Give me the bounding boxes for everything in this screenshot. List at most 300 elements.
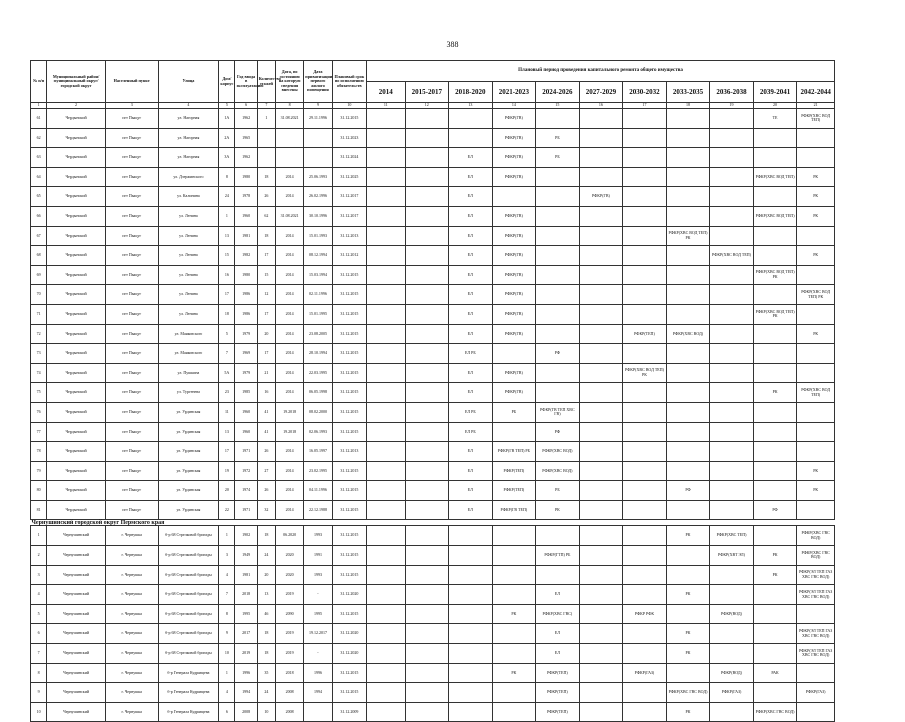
plan-cell	[367, 526, 405, 546]
column-number: 21	[797, 103, 835, 109]
plan-cell: РБ	[536, 148, 580, 168]
plan-cell	[666, 344, 710, 364]
plan-cell	[536, 304, 580, 324]
municipality-cell: Чердынский	[47, 324, 106, 344]
plan-cell	[710, 187, 754, 207]
plan-cell	[666, 402, 710, 422]
floors-cell: 13	[257, 585, 275, 605]
floors-cell: 24	[257, 683, 275, 703]
plan-cell	[405, 226, 449, 246]
plan-cell	[666, 383, 710, 403]
plan-cell	[753, 402, 797, 422]
column-number: 4	[158, 103, 219, 109]
plan-cell	[405, 565, 449, 585]
settlement-cell: г. Чернушка	[105, 683, 158, 703]
plan-cell: РФКР(ХВС ГВС ВОД)	[753, 702, 797, 722]
date-included-cell: 19.2018	[275, 422, 303, 442]
year-built-cell: 1974	[235, 481, 257, 501]
plan-cell: РФКР(ХВС ВОД ТЕП) РК	[797, 285, 835, 305]
municipality-cell: Чердынский	[47, 363, 106, 383]
year-built-cell: 1985	[235, 383, 257, 403]
date-included-cell: 31.08.2021	[275, 109, 303, 129]
plan-cell	[666, 206, 710, 226]
date-included-cell: 2019	[275, 644, 303, 664]
floors-cell: 15	[257, 265, 275, 285]
street-cell: ул. Урдинская	[158, 481, 219, 501]
floors-cell	[257, 128, 275, 148]
plan-cell	[623, 148, 667, 168]
plan-cell	[367, 442, 405, 462]
floors-cell: 26	[257, 187, 275, 207]
plan-cell	[797, 604, 835, 624]
plan-cell	[367, 500, 405, 520]
street-cell: б-р 68 Стрелковой бригады	[158, 624, 219, 644]
settlement-cell: пгт Пыщуг	[105, 461, 158, 481]
plan-cell	[710, 624, 754, 644]
street-cell: б-р 68 Стрелковой бригады	[158, 604, 219, 624]
col-header-street: Улица	[158, 61, 219, 103]
plan-cell	[710, 461, 754, 481]
plan-deadline-cell: 31.12.2015	[332, 304, 366, 324]
municipality-cell: Чердынский	[47, 226, 106, 246]
row-number: 66	[31, 206, 47, 226]
plan-cell: РФКР(ГВ)	[492, 246, 536, 266]
plan-cell	[405, 324, 449, 344]
plan-cell	[623, 500, 667, 520]
house-cell: 23	[219, 383, 235, 403]
plan-cell	[623, 585, 667, 605]
date-included-cell: 2014	[275, 363, 303, 383]
plan-cell: ЕЛ	[449, 481, 493, 501]
row-number: 2	[31, 546, 47, 566]
plan-cell: ЕЛ	[449, 206, 493, 226]
plan-cell	[579, 663, 623, 683]
municipality-cell: Чернушинский	[47, 585, 106, 605]
plan-cell	[536, 324, 580, 344]
plan-cell: РФКР(ХВС ТЕП)	[710, 526, 754, 546]
plan-cell	[579, 702, 623, 722]
street-cell: ул. Маяковского	[158, 324, 219, 344]
settlement-cell: пгт Пыщуг	[105, 344, 158, 364]
floors-cell: 18	[257, 644, 275, 664]
privatization-cell: 1996	[304, 663, 332, 683]
plan-cell	[710, 285, 754, 305]
municipality-cell: Чернушинский	[47, 565, 106, 585]
privatization-cell: 28.10.1994	[304, 344, 332, 364]
privatization-cell: 08.12.1994	[304, 246, 332, 266]
settlement-cell: пгт Пыщуг	[105, 402, 158, 422]
municipality-cell: Чердынский	[47, 246, 106, 266]
plan-cell	[753, 187, 797, 207]
plan-deadline-cell: 31.12.2015	[332, 500, 366, 520]
row-number: 6	[31, 624, 47, 644]
plan-cell: РФКР(ГВ)	[492, 167, 536, 187]
privatization-cell: -	[304, 644, 332, 664]
plan-deadline-cell: 31.12.2025	[332, 167, 366, 187]
year-header: 2014	[367, 82, 405, 103]
table-row	[31, 663, 835, 683]
plan-cell: РК	[797, 206, 835, 226]
settlement-cell: пгт Пыщуг	[105, 226, 158, 246]
table-row	[31, 285, 835, 305]
date-included-cell: 19.2018	[275, 402, 303, 422]
privatization-cell: 1991	[304, 546, 332, 566]
plan-cell: РАК	[753, 663, 797, 683]
section-title: Чернушинский городской округ Пермского края	[31, 520, 835, 526]
plan-cell	[367, 604, 405, 624]
row-number: 1	[31, 526, 47, 546]
plan-cell	[405, 500, 449, 520]
plan-cell	[666, 148, 710, 168]
plan-cell	[666, 663, 710, 683]
table-row	[31, 187, 835, 207]
plan-cell: РФКР(ХВС ВОД ТЕП) РК	[623, 363, 667, 383]
row-number: 9	[31, 683, 47, 703]
plan-cell: ЕЛ	[449, 246, 493, 266]
plan-cell	[623, 624, 667, 644]
column-number: 13	[449, 103, 493, 109]
date-included-cell: 2014	[275, 500, 303, 520]
floors-cell: 24	[257, 546, 275, 566]
col-header-year-built: Год ввода в эксплуатацию	[235, 61, 257, 103]
plan-cell: РФКР(ГВ)	[492, 363, 536, 383]
plan-cell: РБ	[536, 128, 580, 148]
floors-cell: 20	[257, 565, 275, 585]
municipality-cell: Чердынский	[47, 128, 106, 148]
privatization-cell: 15.01.1995	[304, 304, 332, 324]
house-cell: 8	[219, 604, 235, 624]
row-number: 75	[31, 383, 47, 403]
plan-cell	[710, 422, 754, 442]
plan-cell	[710, 304, 754, 324]
municipality-cell: Чернушинский	[47, 663, 106, 683]
plan-cell: РФКР(ТЕП)	[536, 702, 580, 722]
plan-cell	[492, 526, 536, 546]
privatization-cell	[304, 702, 332, 722]
plan-cell	[492, 644, 536, 664]
municipality-cell: Чердынский	[47, 148, 106, 168]
privatization-cell: 02.06.1993	[304, 422, 332, 442]
year-built-cell: 1949	[235, 546, 257, 566]
house-cell: 9	[219, 624, 235, 644]
plan-cell	[579, 246, 623, 266]
row-number: 63	[31, 148, 47, 168]
plan-cell	[405, 422, 449, 442]
house-cell: 17	[219, 442, 235, 462]
plan-deadline-cell: 31.12.2015	[332, 402, 366, 422]
plan-deadline-cell: 31.12.2015	[332, 344, 366, 364]
plan-cell: РФКР(ХВС ГВС)	[536, 604, 580, 624]
row-number: 64	[31, 167, 47, 187]
table-row	[31, 585, 835, 605]
plan-cell: РФКР(ГВ ТЕП)	[492, 500, 536, 520]
column-number: 1	[31, 103, 47, 109]
plan-cell	[579, 226, 623, 246]
plan-cell	[579, 604, 623, 624]
floors-cell: 20	[257, 324, 275, 344]
plan-cell	[367, 402, 405, 422]
year-built-cell: 1971	[235, 500, 257, 520]
plan-cell: РК	[666, 585, 710, 605]
plan-cell: РФКР(ТЕП)	[623, 324, 667, 344]
plan-cell	[405, 167, 449, 187]
plan-cell: РФКР(ЭЛ ТЕП ГАЗ ХВС ГВС ВОД)	[797, 644, 835, 664]
plan-cell: РФКР(ХВС ВОД)	[666, 324, 710, 344]
plan-cell	[753, 461, 797, 481]
col-header-house: Дом/ корпус	[219, 61, 235, 103]
municipality-cell: Чердынский	[47, 265, 106, 285]
privatization-cell: 02.11.1996	[304, 285, 332, 305]
plan-cell	[710, 481, 754, 501]
date-included-cell: 2014	[275, 226, 303, 246]
plan-cell: РБ	[492, 402, 536, 422]
plan-cell	[367, 383, 405, 403]
house-cell: 17	[219, 285, 235, 305]
year-header: 2018-2020	[449, 82, 493, 103]
house-cell: 7	[219, 585, 235, 605]
plan-cell: РФКР(ГАЗ)	[623, 663, 667, 683]
plan-deadline-cell: 31.12.2015	[332, 363, 366, 383]
plan-cell	[710, 644, 754, 664]
plan-deadline-cell: 31.12.2009	[332, 702, 366, 722]
plan-cell	[449, 644, 493, 664]
table-row	[31, 206, 835, 226]
year-built-cell: 1972	[235, 461, 257, 481]
plan-cell	[579, 206, 623, 226]
plan-cell	[367, 187, 405, 207]
year-built-cell: 1980	[235, 167, 257, 187]
plan-cell	[405, 546, 449, 566]
plan-cell: РФКР(ЭЛ ТЕП ГАЗ ХВС ГВС ВОД)	[797, 585, 835, 605]
house-cell: 24	[219, 187, 235, 207]
plan-cell: РФКР(ХВС ВОД ТЕП) РК	[753, 304, 797, 324]
plan-cell	[710, 148, 754, 168]
plan-cell: РК	[492, 663, 536, 683]
year-header: 2015-2017	[405, 82, 449, 103]
plan-cell	[536, 109, 580, 129]
plan-cell	[753, 644, 797, 664]
plan-deadline-cell: 31.12.2015	[332, 481, 366, 501]
date-included-cell: 06.2020	[275, 526, 303, 546]
date-included-cell: 2014	[275, 246, 303, 266]
plan-cell	[623, 481, 667, 501]
street-cell: ул. Урдинская	[158, 422, 219, 442]
plan-cell: ЕЛ	[536, 624, 580, 644]
settlement-cell: пгт Пыщуг	[105, 500, 158, 520]
plan-cell	[449, 546, 493, 566]
privatization-cell: 1994	[304, 683, 332, 703]
plan-cell	[579, 500, 623, 520]
privatization-cell: 16.05.1997	[304, 442, 332, 462]
date-included-cell: 2014	[275, 167, 303, 187]
date-included-cell: 2014	[275, 187, 303, 207]
plan-cell	[367, 624, 405, 644]
date-included-cell	[275, 148, 303, 168]
privatization-cell: 22.03.1995	[304, 363, 332, 383]
house-cell: 7	[219, 344, 235, 364]
municipality-cell: Чердынский	[47, 402, 106, 422]
plan-cell: ЕЛ	[449, 500, 493, 520]
plan-cell	[623, 546, 667, 566]
year-built-cell: 1962	[235, 109, 257, 129]
table-row	[31, 683, 835, 703]
row-number: 4	[31, 585, 47, 605]
plan-cell	[623, 226, 667, 246]
floors-cell: 18	[257, 167, 275, 187]
plan-cell	[405, 383, 449, 403]
floors-cell: 1	[257, 109, 275, 129]
plan-cell	[710, 500, 754, 520]
plan-deadline-cell: 31.12.2013	[332, 226, 366, 246]
settlement-cell: пгт Пыщуг	[105, 148, 158, 168]
municipality-cell: Чердынский	[47, 344, 106, 364]
plan-cell: РФКР(ХВС ВОД ТЕП)	[797, 383, 835, 403]
plan-cell: РФКР(ГАЗ)	[710, 683, 754, 703]
plan-cell	[492, 702, 536, 722]
plan-cell	[666, 422, 710, 442]
date-included-cell: 2020	[275, 565, 303, 585]
date-included-cell: 2008	[275, 683, 303, 703]
house-cell: 16	[219, 265, 235, 285]
municipality-cell: Чернушинский	[47, 702, 106, 722]
table-row	[31, 148, 835, 168]
settlement-cell: пгт Пыщуг	[105, 246, 158, 266]
street-cell: ул. Тургенева	[158, 383, 219, 403]
settlement-cell: пгт Пыщуг	[105, 206, 158, 226]
plan-cell	[753, 481, 797, 501]
table-row	[31, 442, 835, 462]
plan-cell	[623, 565, 667, 585]
table-row	[31, 481, 835, 501]
plan-cell	[710, 344, 754, 364]
plan-cell: ЕЛ	[449, 187, 493, 207]
year-built-cell: 1994	[235, 683, 257, 703]
street-cell: ул. Калинина	[158, 187, 219, 207]
privatization-cell: 1993	[304, 526, 332, 546]
plan-cell	[367, 148, 405, 168]
plan-cell	[666, 442, 710, 462]
plan-cell	[710, 265, 754, 285]
plan-cell: РФКР(ГВ)	[492, 206, 536, 226]
house-cell: 1А	[219, 109, 235, 129]
column-number: 6	[235, 103, 257, 109]
floors-cell: 17	[257, 304, 275, 324]
settlement-cell: пгт Пыщуг	[105, 383, 158, 403]
settlement-cell: пгт Пыщуг	[105, 167, 158, 187]
plan-cell: РФКР(ХВС ВОД ТЕП)	[710, 246, 754, 266]
plan-cell	[405, 402, 449, 422]
house-cell: 6	[219, 702, 235, 722]
plan-cell	[753, 285, 797, 305]
plan-cell	[579, 285, 623, 305]
row-number: 67	[31, 226, 47, 246]
plan-cell: ЕЛ	[536, 644, 580, 664]
plan-cell	[405, 344, 449, 364]
floors-cell: 41	[257, 402, 275, 422]
plan-cell: РФ	[666, 481, 710, 501]
street-cell: б-р Генерала Кудрявцева	[158, 663, 219, 683]
plan-cell: ЕЛ РБ	[449, 402, 493, 422]
plan-cell: РФКР(ГВ)	[492, 383, 536, 403]
street-cell: б-р 68 Стрелковой бригады	[158, 565, 219, 585]
settlement-cell: пгт Пыщуг	[105, 324, 158, 344]
privatization-cell: 15.03.1994	[304, 265, 332, 285]
year-built-cell: 1979	[235, 363, 257, 383]
table-row	[31, 422, 835, 442]
plan-cell: РФКР(ХВС ВОД ТЕП)	[797, 109, 835, 129]
house-cell: 10	[219, 644, 235, 664]
plan-cell	[449, 526, 493, 546]
plan-cell: РФКР(ХВС ВОД ТЕП)	[753, 206, 797, 226]
page-number: 388	[446, 40, 459, 49]
plan-cell	[579, 624, 623, 644]
plan-deadline-cell: 31.12.2020	[332, 585, 366, 605]
col-header-settlement: Населенный пункт	[105, 61, 158, 103]
plan-cell	[666, 167, 710, 187]
municipality-cell: Чердынский	[47, 500, 106, 520]
plan-cell: РФКР(ГВ)	[492, 109, 536, 129]
plan-cell	[579, 644, 623, 664]
privatization-cell: 26.02.1996	[304, 187, 332, 207]
street-cell: ул. Пушкина	[158, 363, 219, 383]
plan-cell	[367, 265, 405, 285]
plan-cell: РК	[753, 546, 797, 566]
col-header-plan-deadline: Плановый срок по исполнению обязательств	[332, 61, 366, 103]
street-cell: ул. Нагорная	[158, 148, 219, 168]
plan-cell	[405, 481, 449, 501]
plan-cell: РФКР(ХВС ВОД ТЕП)	[753, 167, 797, 187]
plan-cell	[623, 344, 667, 364]
street-cell: ул. Урдинская	[158, 500, 219, 520]
year-header: 2039-2041	[753, 82, 797, 103]
floors-cell: 16	[257, 383, 275, 403]
plan-cell	[449, 702, 493, 722]
plan-deadline-cell: 31.12.2015	[332, 461, 366, 481]
date-included-cell: 2014	[275, 304, 303, 324]
plan-cell: РФКР(ХВС ГВС ВОД)	[797, 546, 835, 566]
plan-cell	[623, 702, 667, 722]
plan-cell	[797, 265, 835, 285]
floors-cell: 46	[257, 604, 275, 624]
row-number: 65	[31, 187, 47, 207]
house-cell: 5	[219, 324, 235, 344]
date-included-cell: 2014	[275, 461, 303, 481]
plan-cell	[367, 304, 405, 324]
plan-cell	[367, 109, 405, 129]
table-row	[31, 546, 835, 566]
plan-cell	[797, 702, 835, 722]
plan-cell	[536, 565, 580, 585]
plan-cell	[367, 167, 405, 187]
plan-cell: РФКР(ГВ)	[492, 148, 536, 168]
plan-deadline-cell: 31.12.2015	[332, 546, 366, 566]
plan-cell: РФКР(ТЕП)	[492, 481, 536, 501]
street-cell: б-р Генерала Кудрявцева	[158, 702, 219, 722]
plan-cell	[579, 422, 623, 442]
plan-cell: РК	[797, 481, 835, 501]
plan-cell	[367, 324, 405, 344]
col-header-no: № п/п	[31, 61, 47, 103]
plan-cell	[797, 344, 835, 364]
plan-cell	[753, 128, 797, 148]
date-included-cell: 2019	[275, 624, 303, 644]
floors-cell: 32	[257, 500, 275, 520]
column-number: 14	[492, 103, 536, 109]
year-built-cell: 1978	[235, 187, 257, 207]
house-cell: 19	[219, 461, 235, 481]
house-cell: 11	[219, 402, 235, 422]
street-cell: ул. Дзержинского	[158, 167, 219, 187]
